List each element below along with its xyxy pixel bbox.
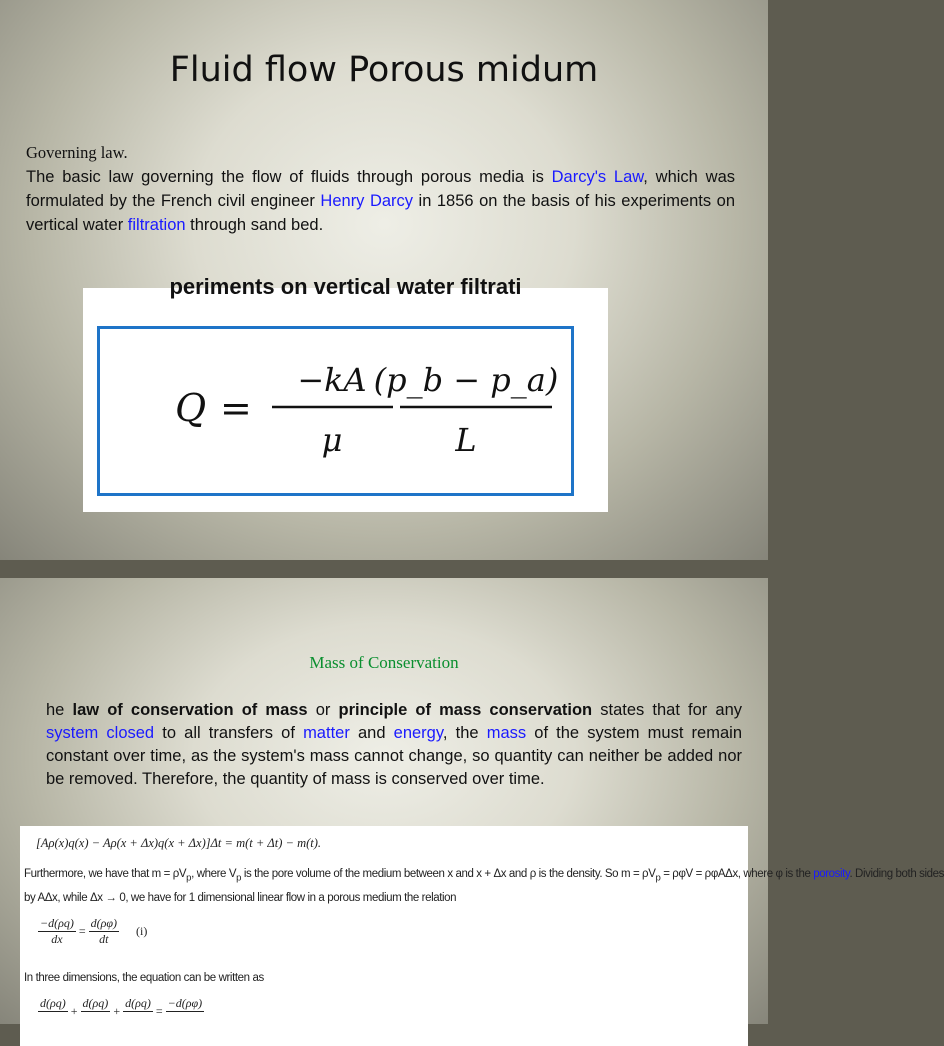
darcys-law-link[interactable]: Darcy's Law	[551, 168, 644, 186]
derivation-card	[20, 826, 944, 1046]
fraction	[166, 996, 205, 1027]
text: Furthermore, we have that m = ρV	[24, 868, 187, 880]
para-text: , the	[442, 724, 487, 742]
numerator: d(ρq)	[125, 996, 151, 1010]
equation-label: (i)	[136, 924, 148, 938]
fraction	[81, 996, 111, 1027]
text: is the pore volume of the medium between x and x + Δx and ρ is the density. So m = ρV	[241, 868, 656, 880]
darcy-equation-card	[83, 274, 608, 512]
eq-equals: =	[220, 386, 252, 430]
derivation-line-3: by AΔx, while Δx → 0, we have for 1 dimensional linear flow in a porous medium the relation	[24, 892, 457, 904]
denominator	[38, 1012, 68, 1027]
para-text: he	[46, 701, 73, 719]
filtration-link[interactable]: filtration	[127, 216, 186, 234]
numerator: d(ρφ)	[90, 916, 118, 930]
governing-law-label: Governing law.	[26, 143, 128, 162]
para-text: The basic law governing the flow of fluids through porous media is	[26, 168, 552, 186]
para-text: of the system must remain constant over time, as the system's mass cannot change, so quantity can neither be added nor be removed. Therefore, the quantity of mass is conserved over time.	[46, 724, 742, 788]
fraction	[89, 916, 119, 947]
para-text: states that for any	[592, 701, 743, 719]
numerator: d(ρq)	[82, 996, 109, 1010]
governing-law-block	[26, 141, 735, 237]
slide-fluid-flow	[0, 0, 768, 560]
system-closed-link[interactable]: system closed	[46, 724, 155, 742]
eq-numerator-1: −kA	[297, 361, 367, 399]
eq-denominator-2: L	[455, 421, 477, 459]
bold-term: law of conservation of mass	[72, 701, 308, 719]
derivation-line-4: In three dimensions, the equation can be written as	[24, 972, 264, 984]
text: = ρφV = ρφAΔx, where φ is the	[660, 868, 814, 880]
para-text: through sand bed.	[185, 216, 324, 234]
section-heading: Mass of Conservation	[309, 653, 459, 672]
clipped-text: periments on vertical water filtrati	[169, 274, 522, 299]
porosity-link[interactable]: porosity	[813, 868, 850, 880]
energy-link[interactable]: energy	[393, 724, 443, 742]
text: . Dividing both sides	[849, 868, 944, 880]
eq-numerator-2: (p_b − p_a)	[373, 361, 559, 399]
eq-denominator-1: μ	[321, 421, 343, 459]
fraction	[123, 996, 153, 1027]
para-text: in 1856 on the basis of his experiments on vertical water	[26, 192, 735, 234]
para-text: , which was formulated by the French civil engineer	[26, 168, 735, 210]
conservation-paragraph	[46, 699, 742, 791]
denominator	[123, 1012, 153, 1027]
numerator: −d(ρφ)	[167, 996, 203, 1010]
darcy-paragraph	[26, 165, 735, 237]
fraction	[38, 916, 76, 947]
henry-darcy-link[interactable]: Henry Darcy	[320, 192, 414, 210]
equation-box	[97, 326, 574, 496]
denominator	[166, 1012, 205, 1027]
continuity-equation-3d: d(ρq) + d(ρq) + d(ρq) = −d(ρφ)	[38, 996, 204, 1027]
denominator: dx	[51, 932, 63, 946]
slide-mass-conservation	[0, 578, 944, 1024]
fraction	[38, 996, 68, 1027]
denominator	[81, 1012, 111, 1027]
numerator: −d(ρq)	[40, 916, 74, 930]
darcy-equation	[100, 329, 571, 493]
para-text: and	[349, 724, 394, 742]
derivation-line-2: Furthermore, we have that $m = \rho V_p$, where $V_p$ is the pore volume of the medium between x and x + Δx and ρ is the density. So $m = \rho V_p = \rho\varphi V = \rho\varphi A\Delta x$, where φ is the porosity. Dividing both sides	[24, 868, 944, 884]
mass-link[interactable]: mass	[486, 724, 527, 742]
continuity-equation-1d: $\frac{-d(\rho q)}{dx}$ = $\frac{d(\rho\varphi)}{dt}$ (i)	[40, 916, 148, 946]
slide-title: Fluid flow Porous midum	[169, 50, 599, 90]
para-text: to all transfers of	[154, 724, 304, 742]
mass-balance-equation: [Aρ(x)q(x) − Aρ(x + Δx)q(x + Δx)]Δt = m(t + Δt) − m(t).	[36, 836, 322, 850]
matter-link[interactable]: matter	[303, 724, 350, 742]
eq-Q: Q	[175, 386, 207, 430]
text: , where V	[191, 868, 237, 880]
numerator: d(ρq)	[40, 996, 66, 1010]
bold-term: principle of mass conservation	[338, 701, 593, 719]
denominator: dt	[99, 932, 109, 946]
para-text: or	[307, 701, 339, 719]
